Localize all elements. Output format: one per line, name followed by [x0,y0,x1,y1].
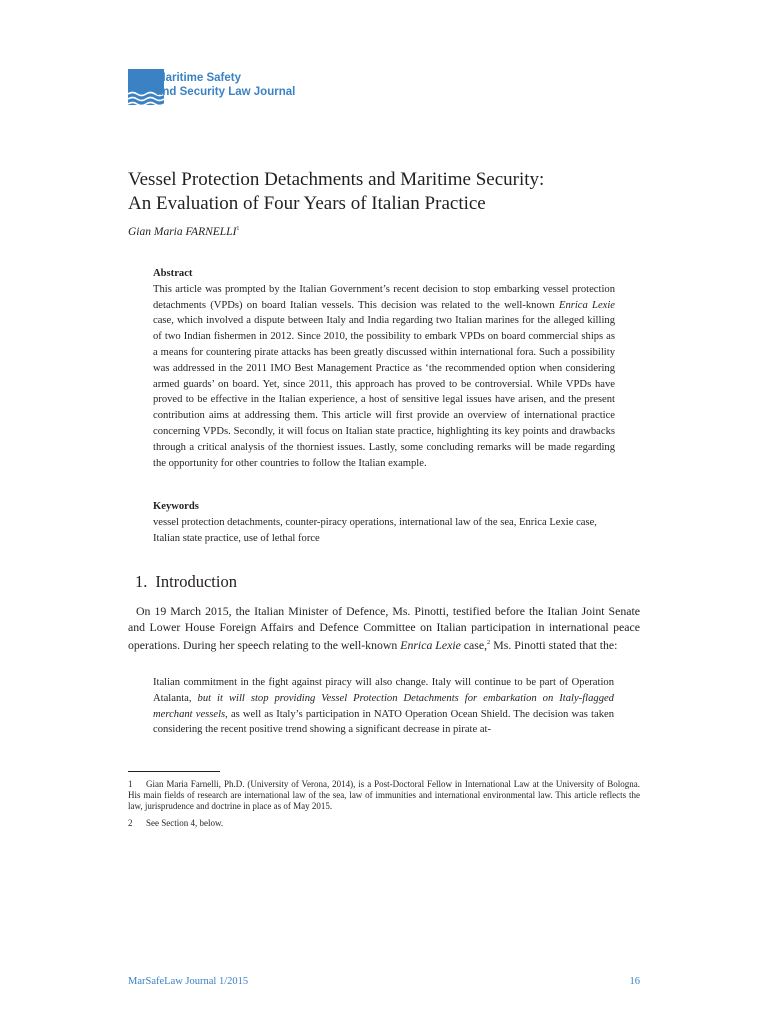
footnote-2 [128,818,640,829]
quote-italic: but it will stop providing Vessel Protection Detachments for embarkation on Italy-flagged merchant vessels [153,692,614,720]
footnotes [128,779,640,835]
journal-logo [128,69,368,105]
keywords-heading: Keywords [153,501,199,512]
logo-line1: Maritime Safety [156,72,242,84]
footnote-text: See Section 4, below. [146,818,224,828]
section-number: 1. [135,572,148,591]
section-title: Introduction [155,572,237,591]
abstract-text [153,282,615,472]
footnote-divider [128,771,220,772]
author-line [128,226,239,238]
intro-part2: case, [460,638,488,652]
author-footnote-ref[interactable]: 1 [236,226,240,232]
footnote-number: 1 [128,779,133,789]
footnote-text: Gian Maria Farnelli, Ph.D. (University of Verona, 2014), is a Post-Doctoral Fellow in International Law at the University of Bologna. His main fields of research are international law of the sea, law of immunities and international environmental law. This article reflects the law, jurisprudence and doctrine in place as of May 2015. [128,779,640,811]
intro-italic: Enrica Lexie [400,638,461,652]
logo-line2: and Security Law Journal [156,86,296,98]
keywords-text: vessel protection detachments, counter-piracy operations, international law of the sea, Enrica Lexie case, Italian state practice, use of lethal force [153,516,597,544]
footer-journal: MarSafeLaw Journal 1/2015 [128,976,249,987]
journal-logo-text [156,71,295,99]
abstract-text-part2: case, which involved a dispute between Italy and India regarding two Italian marines for the alleged killing of two Indian fishermen in 2012. Since 2010, the possibility to embark VPDs on board commercial ships as a means for countering pirate attacks has been greatly discussed within international fora. Such a possibility was addressed in the 2011 IMO Best Management Practice as ‘the recommended option when considering armed guards’ on board. Yet, since 2011, this approach has proved to be controversial. While VPDs have proved to be effective in the Italian experience, a host of sensitive legal issues have arisen, and the present contribution aims at addressing them. This article will first provide an overview of international practice concerning VPDs. Secondly, it will focus on Italian state practice, highlighting its key points and drawbacks through a critical analysis of the thorniest issues. Lastly, some concluding remarks will be made regarding the opportunity for other countries to follow the Italian example. [153,315,615,469]
intro-part1: On 19 March 2015, the Italian Minister of Defence, Ms. Pinotti, testified before the Italian Joint Senate and Lower House Foreign Affairs and Defence Committee on Italian participation in international peace operations. During her speech relating to the well-known [128,604,640,652]
abstract-block [153,266,615,471]
quote-part1: Italian commitment in the fight against piracy will also change. Italy will continue to be part of Operation Atalanta, [153,677,614,704]
section-heading [135,572,237,592]
abstract-text-italic: Enrica Lexie [558,299,615,311]
intro-part3: Ms. Pinotti stated that the: [490,638,618,652]
title-line1: Vessel Protection Detachments and Maritime Security: [128,169,545,190]
quote-part2: , as well as Italy’s participation in NATO Operation Ocean Shield. The decision was taken considering the recent positive trend showing a significant decrease in pirate at- [153,708,615,736]
block-quote [153,675,614,738]
abstract-heading: Abstract [153,268,193,279]
intro-paragraph [128,603,640,653]
article-title [128,168,648,216]
footnote-ref-2[interactable]: 2 [487,639,491,646]
page-number: 16 [629,976,640,987]
footnote-number: 2 [128,818,133,828]
keywords-block [153,499,623,546]
footnote-1 [128,779,640,812]
author-name: Gian Maria FARNELLI [128,226,237,238]
abstract-text-part1: This article was prompted by the Italian Government’s recent decision to stop embarking vessel protection detachments (VPDs) on board Italian vessels. This decision was related to the well-known [153,283,615,311]
title-line2: An Evaluation of Four Years of Italian Practice [128,193,486,214]
